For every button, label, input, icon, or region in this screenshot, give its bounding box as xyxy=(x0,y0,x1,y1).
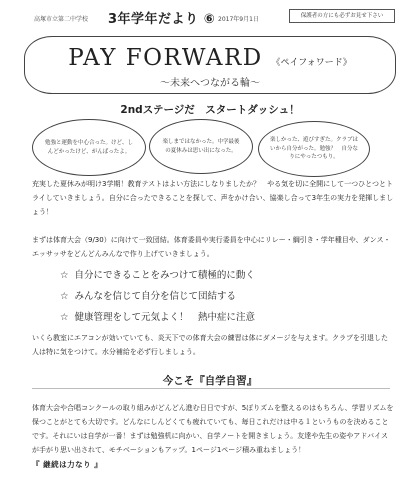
self-study-heading: 今こそ『自学自習』 xyxy=(162,375,258,387)
banner-subtitle: ～未来へつながる輪～ xyxy=(160,78,260,89)
star-icon: ☆ xyxy=(60,291,69,302)
goal-text: みんなを信じて自分を信じて団結する xyxy=(74,291,237,302)
intro-paragraph: 充実した夏休みが明け3学期！教育テストはよい方法にしなりましたか？ やる気を切に全開にして一つひとつとトライしていきましょう。自分に合ったできることを探して、声をかけ合い、協楽し合って3年生の実力を発揮しましょう！ xyxy=(32,180,394,216)
banner-title-text: PAY FORWARD xyxy=(68,45,263,71)
banner-title-reading: 《ペイフォワード》 xyxy=(271,58,352,68)
speech-bubble-text: 勉強と運動を中心合った。けど、しんどかったけど、がんばったよ。 xyxy=(44,140,133,155)
sports-day-paragraph: まずは体育大会（9/30）に向けて一致団結。体育委員や実行委員を中心にリレー・綱引き・学年種目や、ダンス・エッサッサをどんどんみんなで作り上げていきましょう。 xyxy=(32,236,391,258)
section-divider xyxy=(32,388,390,389)
goal-item xyxy=(60,312,255,324)
speech-bubble-text: 楽しまではなかった。中学最後の夏休みは思い出になった。 xyxy=(162,139,240,154)
stage-heading: 2ndステージだ スタートダッシュ！ xyxy=(120,104,300,116)
school-name: 高塚市立第二中学校 xyxy=(34,16,89,23)
speech-bubble xyxy=(149,119,253,174)
goal-item xyxy=(60,291,236,303)
star-icon: ☆ xyxy=(60,312,69,323)
speech-bubble-text: 楽しかった、遊びすぎた。クラブはいから自分がった。勉強？ 自分なりにやったつもり。 xyxy=(269,137,358,161)
slogan: 『 継続は力なり 』 xyxy=(32,460,103,469)
goal-text: 自分にできることをみつけて積極的に動く xyxy=(74,270,255,281)
newsletter-title: 3年学年だより ⑥ xyxy=(108,12,216,27)
goal-item xyxy=(60,270,255,282)
star-icon: ☆ xyxy=(60,270,69,281)
self-study-paragraph: 体育大会や合唱コンクールの取り組みがどんどん進む日日ですが、5ぽりズムを整えるのはもちろん、学習リズムを保つことがとても大切です。どんなにしんどくても疲れていても、毎日これだけは中る１というものを決めることです。それにいは自学が一番！まずは勉強机に向かい、自学ノートを開きましょう。友達や先生の姿やアドバイスが手がり思い出されて、モチベーションもアップ。1ページ1ページ積み重ねましょう！ xyxy=(32,404,394,454)
health-paragraph: いくら教室にエアコンが効いていても、炎天下での体育大会の練習は体にダメージを与えます。クラブを引退した人は特に気をつけて。水分補給を必ず行しましょう。 xyxy=(32,334,388,356)
speech-bubble xyxy=(32,119,146,176)
goal-text: 健康管理をして元気よく！ 熱中症に注意 xyxy=(74,312,256,323)
issue-date: 2017年9月1日 xyxy=(218,16,259,23)
speech-bubble xyxy=(258,121,370,177)
parent-notice-box: 保護者の方にも必ずお見せ下さい xyxy=(289,9,395,23)
banner-title xyxy=(0,45,420,71)
